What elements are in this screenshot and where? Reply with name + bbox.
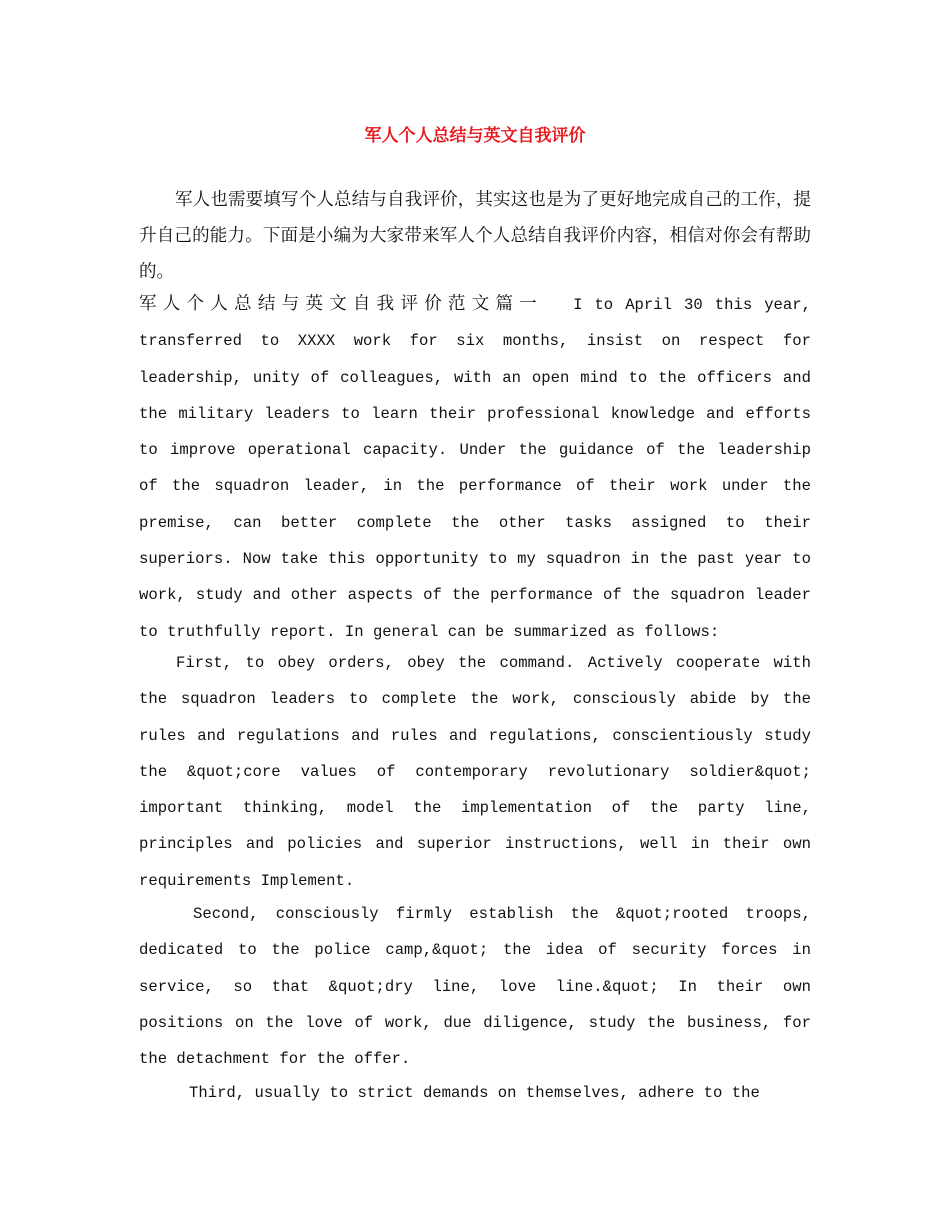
document-title: 军人个人总结与英文自我评价: [364, 126, 586, 146]
intro-paragraph: 军人也需要填写个人总结与自我评价，其实这也是为了更好地完成自己的工作，提升自己的能力。下面是小编为大家带来军人个人总结自我评价内容，相信对你会有帮助的。: [139, 190, 811, 282]
paragraph-1-text: I to April 30 this year, transferred to XXXX work for six months, insist on respect for leadership, unity of colleagues, with an open mind to the officers and the military leaders to learn their professional knowledge and efforts to improve operational capacity. Under the guidance of the leadership of the squadron leader, in the performance of their work under the premise, can better complete the other tasks assigned to their superiors. Now take this opportunity to my squadron in the past year to work, study and other aspects of the performance of the squadron leader to truthfully report. In general can be summarized as follows:: [139, 296, 811, 641]
body-paragraph-3: Second, consciously firmly establish the &quot;rooted troops, dedicated to the police camp,&quot; the idea of security forces in service, so that &quot;dry line, love line.&quot; In their own positions on the love of work, due diligence, study the business, for the detachment for the offer.: [139, 905, 811, 1069]
section-heading: 军人个人总结与英文自我评价范文篇一: [139, 294, 544, 314]
body-paragraph-4: Third, usually to strict demands on themselves, adhere to the: [189, 1084, 760, 1102]
body-paragraph-2: First, to obey orders, obey the command. Actively cooperate with the squadron leaders to complete the work, consciously abide by the rules and regulations and rules and regulations, conscientiously study the &quot;core values of contemporary revolutionary soldier&quot; important thinking, model the implementation of the party line, principles and policies and superior instructions, well in their own requirements Implement.: [139, 654, 811, 890]
body-paragraph-1: [139, 286, 811, 650]
